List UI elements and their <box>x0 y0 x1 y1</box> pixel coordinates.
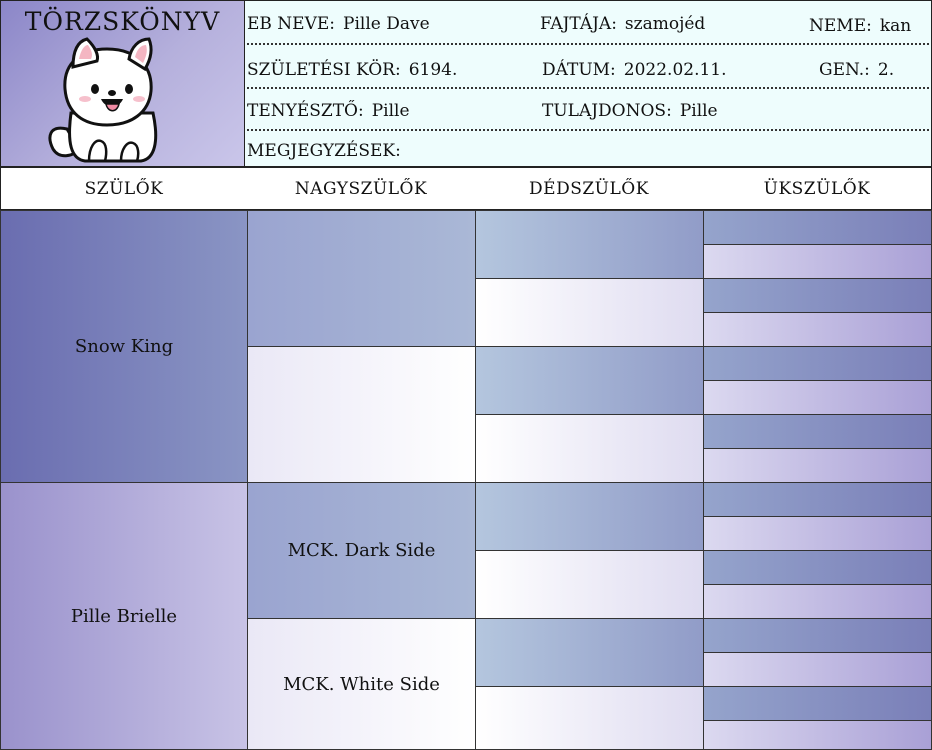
date-label: DÁTUM: <box>542 60 616 80</box>
info-row-birth <box>245 49 931 89</box>
breed-field <box>540 14 705 34</box>
name-field <box>247 14 430 34</box>
great-great-grandparent-10 <box>703 516 932 551</box>
name-value: Pille Dave <box>343 14 430 34</box>
great-grandparent-5 <box>475 482 704 551</box>
grandparent-2 <box>247 346 476 483</box>
sex-field <box>809 16 911 36</box>
great-great-grandparent-7 <box>703 414 932 449</box>
breeder-field <box>247 101 410 121</box>
owner-label: TULAJDONOS: <box>542 101 672 121</box>
great-great-grandparent-4 <box>703 312 932 347</box>
great-grandparent-6 <box>475 550 704 619</box>
great-great-grandparent-2 <box>703 244 932 279</box>
grandparent-1 <box>247 210 476 347</box>
dog-info-panel <box>245 0 932 167</box>
birth-field <box>247 60 457 80</box>
notes-label: MEGJEGYZÉSEK: <box>247 141 401 161</box>
great-great-grandparent-15 <box>703 686 932 721</box>
gen-value: 2. <box>877 60 895 80</box>
great-great-grandparent-9 <box>703 482 932 517</box>
great-great-grandparent-8 <box>703 448 932 483</box>
breed-value: szamojéd <box>624 14 706 34</box>
grandparent-4: MCK. White Side <box>247 618 476 750</box>
great-great-grandparent-11 <box>703 550 932 585</box>
great-great-grandparent-16 <box>703 720 932 750</box>
sex-label: NEME: <box>809 16 872 36</box>
samoyed-puppy-illustration <box>45 33 165 165</box>
info-row-name <box>245 5 931 45</box>
great-great-grandparent-12 <box>703 584 932 619</box>
great-grandparent-2 <box>475 278 704 347</box>
breed-label: FAJTÁJA: <box>540 14 617 34</box>
info-row-breeder <box>245 91 931 131</box>
parent-dam: Pille Brielle <box>0 482 248 750</box>
gen-field <box>819 60 894 80</box>
great-grandparent-4 <box>475 414 704 483</box>
birth-label: SZÜLETÉSI KÖR: <box>247 60 401 80</box>
great-grandparent-3 <box>475 346 704 415</box>
great-great-grandparent-5 <box>703 346 932 381</box>
info-row-notes <box>245 131 931 171</box>
great-great-grandparent-14 <box>703 652 932 687</box>
breeder-value: Pille <box>371 101 410 121</box>
owner-value: Pille <box>679 101 718 121</box>
date-value: 2022.02.11. <box>623 60 727 80</box>
column-header-great-grandparents: DÉDSZÜLŐK <box>475 167 703 210</box>
great-great-grandparent-1 <box>703 210 932 245</box>
great-great-grandparent-3 <box>703 278 932 313</box>
column-header-grandparents: NAGYSZÜLŐK <box>247 167 475 210</box>
parent-sire: Snow King <box>0 210 248 483</box>
logo-panel <box>0 0 245 167</box>
date-field <box>542 60 727 80</box>
grandparent-3: MCK. Dark Side <box>247 482 476 619</box>
birth-value: 6194. <box>408 60 458 80</box>
gen-label: GEN.: <box>819 60 870 80</box>
great-grandparent-7 <box>475 618 704 687</box>
great-great-grandparent-13 <box>703 618 932 653</box>
great-grandparent-1 <box>475 210 704 279</box>
great-great-grandparent-6 <box>703 380 932 415</box>
certificate-title: TÖRZSKÖNYV <box>24 7 221 36</box>
great-grandparent-8 <box>475 686 704 750</box>
notes-field <box>247 141 409 161</box>
sex-value: kan <box>879 16 912 36</box>
breeder-label: TENYÉSZTŐ: <box>247 101 364 121</box>
name-label: EB NEVE: <box>247 14 336 34</box>
column-header-great-great-grandparents: ÜKSZÜLŐK <box>703 167 932 210</box>
owner-field <box>542 101 718 121</box>
column-header-parents: SZÜLŐK <box>0 167 247 210</box>
